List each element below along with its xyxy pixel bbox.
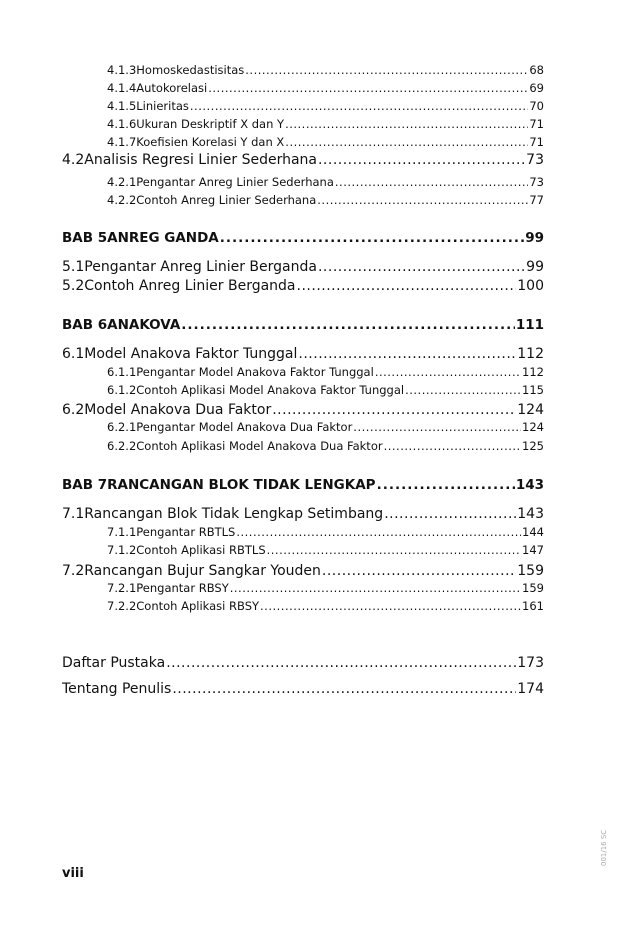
toc-page-number: 143 — [517, 506, 544, 522]
toc-entry — [107, 439, 544, 453]
toc-title: Homoskedastisitas — [136, 63, 245, 77]
toc-title: Pengantar Anreg Linier Sederhana — [136, 175, 334, 189]
dot-leader — [166, 655, 516, 671]
toc-title: Contoh Aplikasi Model Anakova Dua Faktor — [136, 439, 383, 453]
toc-chapter — [62, 317, 544, 333]
dot-leader — [377, 477, 515, 493]
toc-title: Pengantar Model Anakova Faktor Tunggal — [136, 365, 374, 379]
toc-number: 6.1 — [62, 346, 85, 362]
toc-backmatter — [62, 655, 544, 671]
toc-page-number: 73 — [526, 152, 544, 168]
toc-number: 5.2 — [62, 278, 85, 294]
dot-leader — [375, 365, 521, 379]
toc-number: 4.1.7 — [107, 135, 137, 149]
toc-number: 6.2.2 — [107, 439, 137, 453]
dot-leader — [318, 259, 525, 275]
toc-number: 4.2.1 — [107, 175, 137, 189]
toc-title: Contoh Anreg Linier Sederhana — [136, 193, 317, 207]
toc-title: ANREG GANDA — [107, 230, 219, 246]
toc-entry — [107, 99, 544, 113]
toc-entry — [107, 383, 544, 397]
toc-page-number: 99 — [526, 259, 544, 275]
toc-page-number: 69 — [529, 81, 544, 95]
toc-entry — [62, 259, 544, 275]
toc-entry — [107, 63, 544, 77]
toc-page-number: 173 — [517, 655, 544, 671]
toc-page-number: 115 — [522, 383, 544, 397]
toc-entry — [62, 402, 544, 418]
toc-number: 5.1 — [62, 259, 85, 275]
toc-number: BAB 5 — [62, 230, 108, 246]
toc-entry — [107, 81, 544, 95]
toc-entry — [107, 175, 544, 189]
dot-leader — [297, 278, 517, 294]
toc-entry — [107, 365, 544, 379]
toc-title: Rancangan Blok Tidak Lengkap Setimbang — [84, 506, 384, 522]
toc-number: 6.2 — [62, 402, 85, 418]
dot-leader — [245, 63, 528, 77]
dot-leader — [236, 525, 521, 539]
toc-title: ANAKOVA — [107, 317, 181, 333]
toc-number: 7.2 — [62, 563, 85, 579]
toc-number: 4.2 — [62, 152, 85, 168]
toc-page-number: 70 — [529, 99, 544, 113]
dot-leader — [190, 99, 528, 113]
toc-title: Contoh Aplikasi Model Anakova Faktor Tunggal — [136, 383, 405, 397]
toc-number: 4.2.2 — [107, 193, 137, 207]
toc-entry — [107, 543, 544, 557]
dot-leader — [318, 152, 525, 168]
toc-number: 6.2.1 — [107, 420, 137, 434]
toc-number: 7.1.2 — [107, 543, 137, 557]
dot-leader — [172, 681, 516, 697]
toc-number: 7.1 — [62, 506, 85, 522]
toc-page-number: 100 — [517, 278, 544, 294]
print-stamp: 001/16 SC — [600, 829, 608, 866]
dot-leader — [267, 543, 521, 557]
toc-entry — [107, 117, 544, 131]
toc-title: Autokorelasi — [136, 81, 208, 95]
toc-number: 7.1.1 — [107, 525, 137, 539]
dot-leader — [260, 599, 521, 613]
toc-entry — [62, 152, 544, 168]
toc-page-number: 111 — [515, 317, 544, 333]
toc-page-number: 147 — [522, 543, 544, 557]
dot-leader — [353, 420, 521, 434]
toc-title: RANCANGAN BLOK TIDAK LENGKAP — [107, 477, 376, 493]
toc-title: Linieritas — [136, 99, 189, 113]
toc-entry — [107, 193, 544, 207]
dot-leader — [272, 402, 516, 418]
page-number: viii — [62, 866, 84, 881]
toc-entry — [107, 525, 544, 539]
toc-page-number: 159 — [517, 563, 544, 579]
toc-page-number: 161 — [522, 599, 544, 613]
dot-leader — [298, 346, 516, 362]
dot-leader — [285, 117, 528, 131]
toc-number: 4.1.3 — [107, 63, 137, 77]
toc-title: Contoh Aplikasi RBSY — [136, 599, 260, 613]
toc-number: BAB 6 — [62, 317, 108, 333]
toc-title: Pengantar Anreg Linier Berganda — [84, 259, 317, 275]
toc-entry — [62, 563, 544, 579]
dot-leader — [384, 506, 516, 522]
dot-leader — [285, 135, 528, 149]
toc-page-number: 124 — [522, 420, 544, 434]
toc-title: Koefisien Korelasi Y dan X — [136, 135, 285, 149]
toc-entry — [62, 278, 544, 294]
toc-page-number: 112 — [517, 346, 544, 362]
toc-number: 6.1.1 — [107, 365, 137, 379]
toc-title: Model Anakova Dua Faktor — [84, 402, 272, 418]
toc-page-number: 174 — [517, 681, 544, 697]
toc-page-number: 125 — [522, 439, 544, 453]
toc-number: BAB 7 — [62, 477, 108, 493]
toc-entry — [62, 346, 544, 362]
dot-leader — [181, 317, 515, 333]
toc-number: 4.1.4 — [107, 81, 137, 95]
toc-page-number: 99 — [525, 230, 544, 246]
toc-title: Daftar Pustaka — [62, 655, 166, 671]
toc-page-number: 71 — [529, 135, 544, 149]
toc-chapter — [62, 477, 544, 493]
toc-title: Analisis Regresi Linier Sederhana — [84, 152, 317, 168]
toc-page-number: 159 — [522, 581, 544, 595]
toc-page-number: 68 — [529, 63, 544, 77]
toc-entry — [107, 599, 544, 613]
dot-leader — [322, 563, 516, 579]
toc-title: Tentang Penulis — [62, 681, 172, 697]
toc-title: Ukuran Deskriptif X dan Y — [136, 117, 285, 131]
toc-entry — [107, 420, 544, 434]
toc-title: Pengantar RBSY — [136, 581, 229, 595]
toc-number: 7.2.1 — [107, 581, 137, 595]
toc-number: 4.1.6 — [107, 117, 137, 131]
toc-title: Pengantar RBTLS — [136, 525, 236, 539]
toc-title: Contoh Aplikasi RBTLS — [136, 543, 266, 557]
toc-entry — [107, 135, 544, 149]
toc-title: Contoh Anreg Linier Berganda — [84, 278, 296, 294]
toc-page-number: 112 — [522, 365, 544, 379]
toc-page-number: 124 — [517, 402, 544, 418]
toc-title: Rancangan Bujur Sangkar Youden — [84, 563, 321, 579]
toc-page-number: 73 — [529, 175, 544, 189]
toc-number: 4.1.5 — [107, 99, 137, 113]
dot-leader — [405, 383, 521, 397]
toc-page-number: 71 — [529, 117, 544, 131]
toc-chapter — [62, 230, 544, 246]
toc-number: 7.2.2 — [107, 599, 137, 613]
dot-leader — [335, 175, 528, 189]
dot-leader — [384, 439, 521, 453]
toc-number: 6.1.2 — [107, 383, 137, 397]
dot-leader — [208, 81, 528, 95]
toc-page-number: 144 — [522, 525, 544, 539]
dot-leader — [220, 230, 524, 246]
dot-leader — [230, 581, 521, 595]
toc-page-number: 143 — [515, 477, 544, 493]
toc-title: Pengantar Model Anakova Dua Faktor — [136, 420, 353, 434]
dot-leader — [317, 193, 528, 207]
toc-backmatter — [62, 681, 544, 697]
toc-title: Model Anakova Faktor Tunggal — [84, 346, 298, 362]
toc-entry — [107, 581, 544, 595]
toc-page-number: 77 — [529, 193, 544, 207]
toc-entry — [62, 506, 544, 522]
